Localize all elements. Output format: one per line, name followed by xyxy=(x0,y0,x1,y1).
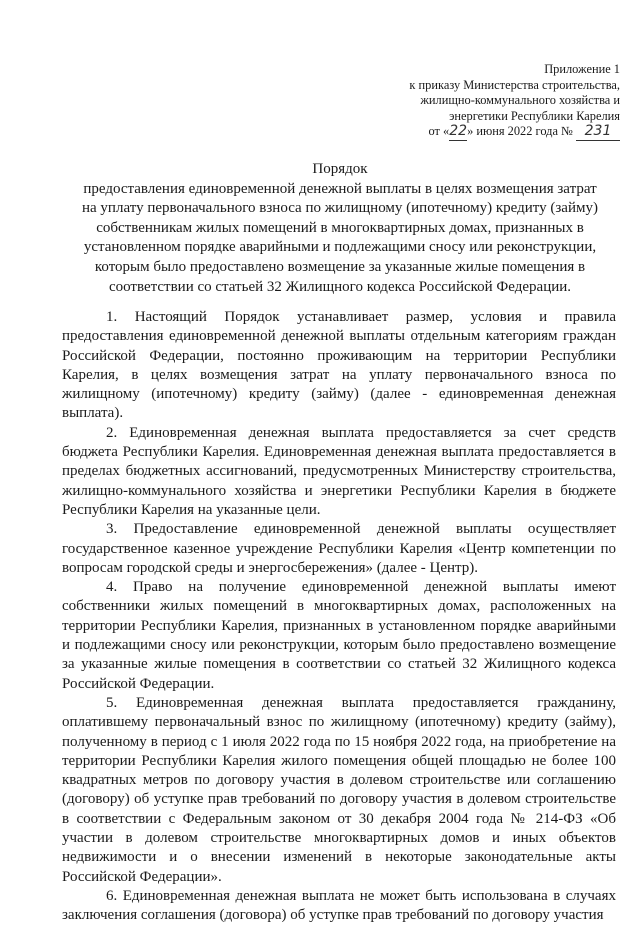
handwritten-order-number: 231 xyxy=(576,124,620,141)
appendix-ministry-line: жилищно-коммунального хозяйства и xyxy=(420,93,620,107)
paragraph-4: 4. Право на получение единовременной денежной выплаты имеют собственники жилых помещений в многоквартирных домах, расположенных на территории Республики Карелия, признанных в установленном порядке аварийными и подлежащими сносу или реконструкции, которым было предоставлено возмещение за указанные жилые помещения в соответствии со статьей 32 Жилищного кодекса Российской Федерации. xyxy=(62,579,616,692)
appendix-label: Приложение 1 xyxy=(544,62,620,76)
appendix-order-line: к приказу Министерства строительства, xyxy=(409,77,620,92)
date-middle: » июня 2022 года № xyxy=(467,124,573,138)
title-line: соответствии со статьей 32 Жилищного кодекса Российской Федерации. xyxy=(108,278,572,295)
appendix-date-line xyxy=(409,124,620,141)
paragraph-5: 5. Единовременная денежная выплата предоставляется гражданину, оплатившему первоначальный взнос по жилищному (ипотечному) кредиту (займу), полученному в период с 1 июля 2022 года по 15 ноября 2022 года, на приобретение на территории Республики Карелия жилого помещения общей площадью не более 100 квадратных метров по договору участия в долевом строительстве или соглашению (договору) об уступке прав требований по договору участия в долевом строительстве в соответствии с Федеральным законом от 30 декабря 2004 года № 214-ФЗ «Об участии в долевом строительстве многоквартирных домов и иных объектов недвижимости и о внесении изменений в некоторые законодательные акты Российской Федерации». xyxy=(62,694,616,885)
handwritten-day: 22 xyxy=(449,123,468,139)
title-line: установленном порядке аварийными и подлежащими сносу или реконструкции, xyxy=(83,239,597,256)
document-body xyxy=(62,308,616,926)
appendix-ministry-line-2: энергетики Республики Карелия xyxy=(449,108,620,123)
paragraph-2: 2. Единовременная денежная выплата предоставляется за счет средств бюджета Республики Карелия. Единовременная денежная выплата предоставляется в пределах бюджетных ассигнований, предусмотренных Министерству строительства, жилищно-коммунального хозяйства и энергетики Республики Карелия в бюджете Республики Карелия на указанные цели. xyxy=(62,424,616,518)
title-heading: Порядок xyxy=(312,161,368,177)
title-line: которым было предоставлено возмещение за указанные жилые помещения в xyxy=(94,258,586,275)
title-line: собственникам жилых помещений в многоквартирных домах, признанных в xyxy=(96,219,584,236)
title-line: на уплату первоначального взноса по жилищному (ипотечному) кредиту (займу) xyxy=(82,200,598,217)
paragraph-6: 6. Единовременная денежная выплата не может быть использована в случаях заключения соглашения (договора) об уступке прав требований по договору участия xyxy=(62,887,616,924)
paragraph-1: 1. Настоящий Порядок устанавливает размер, условия и правила предоставления единовременной денежной выплаты отдельным категориям граждан Российской Федерации, постоянно проживающим на территории Республики Карелия, в целях возмещения затрат на уплату первоначального взноса по жилищному (ипотечному) кредиту (займу) (далее - единовременная денежная выплата). xyxy=(62,309,616,422)
document-title xyxy=(40,160,640,297)
appendix-header xyxy=(409,62,620,141)
title-line: предоставления единовременной денежной выплаты в целях возмещения затрат xyxy=(83,180,597,197)
paragraph-3: 3. Предоставление единовременной денежной выплаты осуществляет государственное казенное учреждение Республики Карелия «Центр компетенции по вопросам городской среды и энергосбережения» (далее - Центр). xyxy=(62,521,616,576)
date-prefix: от « xyxy=(428,124,450,138)
